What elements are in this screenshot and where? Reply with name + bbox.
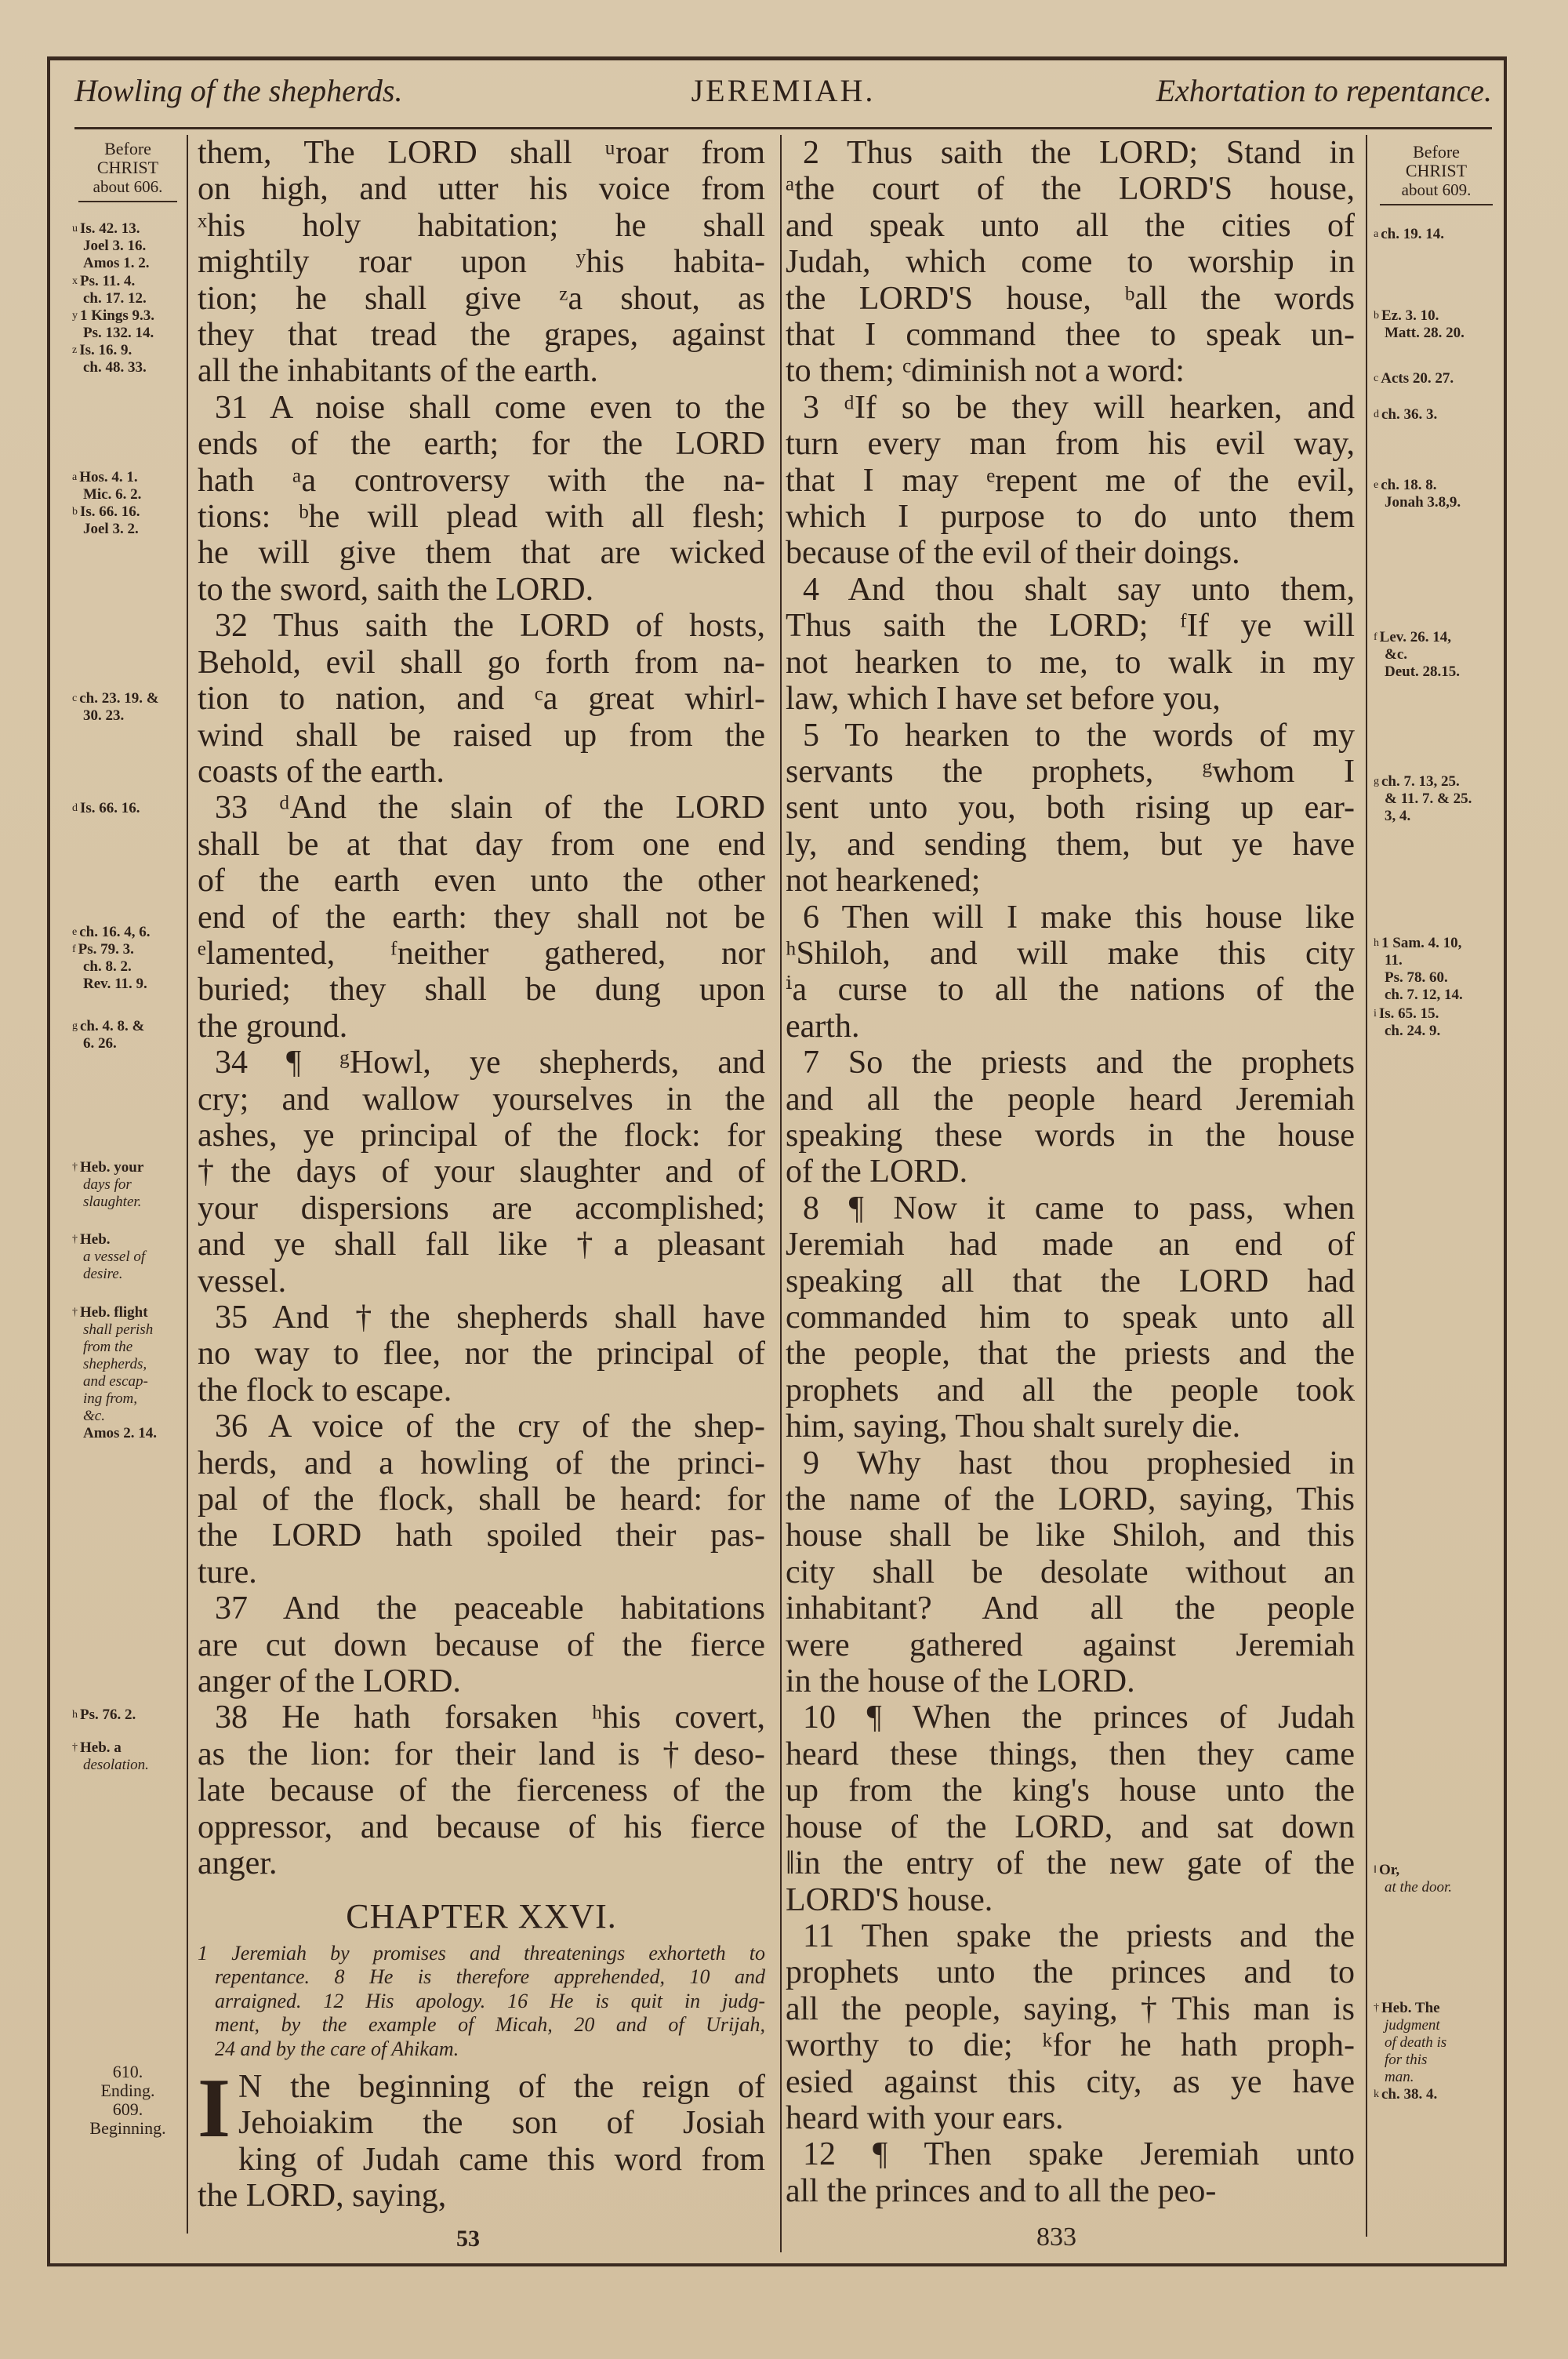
text-line: because of the evil of their doings. [786, 535, 1240, 572]
text-line: which I purpose to do unto them [786, 499, 1355, 536]
before-christ-date [1374, 143, 1499, 205]
text-line: tions: ᵇhe will plead with all flesh; [198, 499, 765, 536]
text-line: end of the earth: they shall not be [198, 899, 765, 936]
margin-note: $^g$ ch. 7. 13, 25. & 11. 7. & 25. 3, 4. [1374, 773, 1472, 824]
text-line: 4 And thou shalt say unto them, [803, 571, 1355, 608]
text-line: ᵉlamented, ᶠneither gathered, nor [198, 935, 765, 972]
margin-note: $^b$ Is. 66. 16. Joel 3. 2. [72, 503, 140, 537]
before-christ-date [72, 140, 183, 202]
text-line: to them; ᶜdiminish not a word: [786, 353, 1185, 390]
text-line: ʰShiloh, and will make this city [786, 935, 1355, 972]
text-line: herds, and a howling of the princi- [198, 1445, 765, 1481]
summary-line: 1 Jeremiah by promises and threatenings exhorteth to [198, 1941, 765, 1965]
right-margin-rule [1366, 135, 1367, 2237]
text-line: †the days of your slaughter and of [198, 1154, 765, 1190]
margin-note: $^c$ Acts 20. 27. [1374, 370, 1454, 387]
summary-line: 24 and by the care of Ahikam. [215, 2037, 459, 2060]
text-line: 38 He hath forsaken ʰhis covert, [215, 1699, 765, 1736]
bc-year: about 606. [93, 177, 163, 196]
text-line: house shall be like Shiloh, and this [786, 1518, 1355, 1554]
text-line: 11 Then spake the priests and the [803, 1917, 1355, 1954]
text-line: ashes, ye principal of the flock: for [198, 1117, 765, 1154]
summary-line: repentance. 8 He is therefore apprehended, 10 and [215, 1965, 765, 1988]
text-line: the ground. [198, 1008, 348, 1045]
text-line: heard these things, then they came [786, 1736, 1355, 1772]
text-line: buried; they shall be dung upon [198, 972, 765, 1009]
text-line: the people, that the priests and the [786, 1336, 1355, 1372]
text-line: ‖in the entry of the new gate of the [786, 1845, 1355, 1882]
margin-note: $^e$ ch. 16. 4, 6. [72, 924, 151, 940]
text-line: ˣhis holy habitation; he shall [198, 207, 765, 244]
text-line: and ye shall fall like †a pleasant [198, 1227, 765, 1263]
summary-line: arraigned. 12 His apology. 16 He is quit in judg- [215, 1989, 765, 2012]
margin-note: $^b$ Ez. 3. 10. Matt. 28. 20. [1374, 307, 1465, 341]
text-line: as the lion: for their land is †deso- [198, 1736, 765, 1772]
signature-mark: 53 [456, 2226, 480, 2252]
text-line: 36 A voice of the cry of the shep- [215, 1408, 765, 1445]
text-line: 35 And †the shepherds shall have [215, 1299, 765, 1336]
text-line: commanded him to speak unto all [786, 1299, 1355, 1336]
text-line: 34 ¶ ᵍHowl, ye shepherds, and [215, 1045, 765, 1081]
text-line: on high, and utter his voice from [198, 171, 765, 208]
left-margin-rule [187, 135, 188, 2234]
margin-note: $^a$ ch. 19. 14. [1374, 226, 1444, 242]
text-line: Jeremiah had made an end of [786, 1227, 1355, 1263]
text-line: not hearkened; [786, 863, 981, 900]
text-line: and speak unto all the cities of [786, 207, 1355, 244]
bc-label: Before [1413, 142, 1460, 162]
text-line: house of the LORD, and sat down [786, 1808, 1355, 1845]
margin-note: $^d$ ch. 36. 3. [1374, 406, 1438, 423]
running-head-book-title: JEREMIAH. [691, 73, 876, 108]
text-line: 8 ¶ Now it came to pass, when [803, 1190, 1355, 1227]
text-line: law, which I have set before you, [786, 681, 1221, 718]
margin-note: $^x$ Ps. 11. 4. ch. 17. 12. [72, 273, 147, 307]
margin-note-alternate: ‖ Or, at the door. [1374, 1862, 1453, 1896]
text-line: oppressor, and because of his fierce [198, 1808, 765, 1845]
text-line: anger of the LORD. [198, 1663, 461, 1700]
era-label: Ending. [100, 2081, 155, 2100]
text-line: were gathered against Jeremiah [786, 1627, 1355, 1663]
text-line: 31 A noise shall come even to the [215, 389, 765, 426]
text-line: that I may ᵉrepent me of the evil, [786, 462, 1355, 499]
bc-year: about 609. [1401, 180, 1472, 199]
margin-note: $^h$ Ps. 76. 2. [72, 1707, 136, 1723]
text-line: 10 ¶ When the princes of Judah [803, 1699, 1355, 1736]
text-line: esied against this city, as ye have [786, 2063, 1355, 2100]
margin-note: $^y$ 1 Kings 9.3. Ps. 132. 14. [72, 307, 155, 341]
text-line: pal of the flock, shall be heard: for [198, 1481, 765, 1518]
text-line: prophets unto the princes and to [786, 1954, 1355, 1991]
text-line: inhabitant? And all the people [786, 1590, 1355, 1627]
text-line: no way to flee, nor the principal of [198, 1336, 765, 1372]
text-line: N the beginning of the reign of [238, 2069, 765, 2105]
era-year: 609. [112, 2099, 143, 2119]
text-line: mightily roar upon ʸhis habita- [198, 244, 765, 281]
text-line: tion; he shall give ᶻa shout, as [198, 280, 765, 317]
margin-note-hebrew: † Heb. flight shall perish from the shepherds, and escap- ing from, &c. Amos 2. 14. [72, 1304, 157, 1441]
text-line: are cut down because of the fierce [198, 1627, 765, 1663]
text-line: all the inhabitants of the earth. [198, 353, 598, 390]
text-line: servants the prophets, ᵍwhom I [786, 753, 1355, 790]
margin-note: $^i$ Is. 65. 15. ch. 24. 9. [1374, 1005, 1441, 1039]
text-line: ends of the earth; for the LORD [198, 426, 765, 463]
margin-note: $^h$ 1 Sam. 4. 10, 11. Ps. 78. 60. ch. 7. 12, 14. [1374, 935, 1463, 1003]
text-line: all the princes and to all the peo- [786, 2172, 1217, 2209]
text-line: they that tread the grapes, against [198, 317, 765, 354]
text-line: 2 Thus saith the LORD; Stand in [803, 135, 1355, 171]
text-line: not hearken to me, to walk in my [786, 644, 1355, 681]
margin-note-hebrew: † Heb. your days for slaughter. [72, 1159, 144, 1210]
text-line: 5 To hearken to the words of my [803, 717, 1355, 754]
text-line: he will give them that are wicked [198, 535, 765, 572]
text-line: ᵃthe court of the LORD'S house, [786, 171, 1355, 208]
left-margin-notes [72, 140, 183, 2226]
text-line: the LORD'S house, ᵇall the words [786, 280, 1355, 317]
margin-note: $^f$ Ps. 79. 3. ch. 8. 2. Rev. 11. 9. [72, 941, 147, 992]
text-line: vessel. [198, 1263, 287, 1299]
text-line: earth. [786, 1008, 860, 1045]
text-line: speaking these words in the house [786, 1117, 1355, 1154]
text-line: of the LORD. [786, 1154, 968, 1190]
text-line: the LORD hath spoiled their pas- [198, 1518, 765, 1554]
margin-note: $^g$ ch. 4. 8. & 6. 26. [72, 1018, 145, 1052]
bc-label: CHRIST [1405, 161, 1468, 180]
page-number: 833 [1036, 2223, 1076, 2252]
text-line: Behold, evil shall go forth from na- [198, 644, 765, 681]
text-line: the flock to escape. [198, 1372, 452, 1408]
text-line: turn every man from his evil way, [786, 426, 1355, 463]
text-line: 12 ¶ Then spake Jeremiah unto [803, 2136, 1355, 2173]
text-line: 33 ᵈAnd the slain of the LORD [215, 790, 765, 827]
margin-note: $^a$ Hos. 4. 1. Mic. 6. 2. [72, 469, 142, 503]
text-line: 9 Why hast thou prophesied in [803, 1445, 1355, 1481]
text-line: anger. [198, 1845, 278, 1882]
text-line: and all the people heard Jeremiah [786, 1081, 1355, 1118]
text-line: tion to nation, and ᶜa great whirl- [198, 681, 765, 718]
running-head [74, 69, 1492, 116]
text-line: the name of the LORD, saying, This [786, 1481, 1355, 1518]
era-date-note [72, 2063, 183, 2138]
text-line: 7 So the priests and the prophets [803, 1045, 1355, 1081]
text-line: coasts of the earth. [198, 753, 445, 790]
text-line: to the sword, saith the LORD. [198, 571, 594, 608]
verse-lines [198, 135, 765, 1882]
text-line: 37 And the peaceable habitations [215, 1590, 765, 1627]
margin-note: $^u$ Is. 42. 13. Joel 3. 16. Amos 1. 2. [72, 220, 150, 271]
text-line: speaking all that the LORD had [786, 1263, 1355, 1299]
bc-rule [1380, 204, 1493, 205]
text-line: of the earth even unto the other [198, 863, 765, 900]
margin-note-hebrew: † Heb. The judgment of death is for this man. [1374, 2000, 1447, 2085]
left-text-column [198, 135, 765, 2215]
text-line: hath ᵃa controversy with the na- [198, 462, 765, 499]
text-line: Judah, which come to worship in [786, 244, 1355, 281]
right-text-column [786, 135, 1355, 2209]
bc-rule [78, 201, 177, 202]
text-line: in the house of the LORD. [786, 1663, 1135, 1700]
text-line: ture. [198, 1554, 257, 1590]
center-column-rule [780, 135, 782, 2252]
drop-cap: I [198, 2062, 231, 2155]
text-line: him, saying, Thou shalt surely die. [786, 1408, 1241, 1445]
text-line: 6 Then will I make this house like [803, 899, 1355, 936]
text-line: wind shall be raised up from the [198, 717, 765, 754]
margin-note: $^e$ ch. 18. 8. Jonah 3.8,9. [1374, 477, 1461, 511]
right-margin-notes [1374, 143, 1499, 2229]
verse-1 [198, 2062, 765, 2215]
text-line: ly, and sending them, but ye have [786, 826, 1355, 863]
running-head-left: Howling of the shepherds. [74, 73, 403, 108]
text-line: shall be at that day from one end [198, 826, 765, 863]
margin-note: $^z$ Is. 16. 9. ch. 48. 33. [72, 342, 147, 376]
text-line: late because of the fierceness of the [198, 1772, 765, 1809]
era-label: Beginning. [89, 2118, 166, 2138]
margin-note-hebrew: † Heb. a desolation. [72, 1739, 149, 1773]
text-line: ⁱa curse to all the nations of the [786, 972, 1355, 1009]
margin-note-hebrew: † Heb. a vessel of desire. [72, 1231, 146, 1282]
text-line: city shall be desolate without an [786, 1554, 1355, 1590]
margin-note: $^d$ Is. 66. 16. [72, 800, 140, 816]
margin-note: $^c$ ch. 23. 19. & 30. 23. [72, 690, 159, 724]
text-line: king of Judah came this word from [238, 2141, 765, 2178]
text-line: LORD'S house. [786, 1881, 993, 1918]
chapter-heading: CHAPTER XXVI. [346, 1896, 617, 1936]
summary-line: ment, by the example of Micah, 20 and of Urijah, [215, 2013, 765, 2036]
text-line: 3 ᵈIf so be they will hearken, and [803, 389, 1355, 426]
verse-lines [786, 135, 1355, 2209]
text-line: them, The LORD shall ᵘroar from [198, 135, 765, 171]
text-line: 32 Thus saith the LORD of hosts, [215, 608, 765, 645]
text-line: your dispersions are accomplished; [198, 1190, 765, 1227]
text-line: Thus saith the LORD; ᶠIf ye will [786, 608, 1355, 645]
text-line: all the people, saying, †This man is [786, 1990, 1355, 2027]
bc-label: CHRIST [96, 158, 159, 177]
text-line: cry; and wallow yourselves in the [198, 1081, 765, 1118]
text-line: prophets and all the people took [786, 1372, 1355, 1408]
bc-label: Before [104, 139, 151, 158]
running-head-right: Exhortation to repentance. [1156, 73, 1492, 108]
margin-note: $^f$ Lev. 26. 14, &c. Deut. 28.15. [1374, 629, 1461, 680]
text-line: Jehoiakim the son of Josiah [238, 2105, 765, 2142]
text-line: up from the king's house unto the [786, 1772, 1355, 1809]
chapter-summary [198, 1942, 765, 2062]
margin-note: $^k$ ch. 38. 4. [1374, 2086, 1438, 2103]
era-year: 610. [112, 2062, 143, 2081]
text-line: heard with your ears. [786, 2099, 1064, 2136]
header-rule [74, 127, 1492, 129]
text-line: worthy to die; ᵏfor he hath proph- [786, 2027, 1355, 2064]
text-line: the LORD, saying, [198, 2178, 447, 2215]
text-line: sent unto you, both rising up ear- [786, 790, 1355, 827]
text-line: that I command thee to speak un- [786, 317, 1355, 354]
